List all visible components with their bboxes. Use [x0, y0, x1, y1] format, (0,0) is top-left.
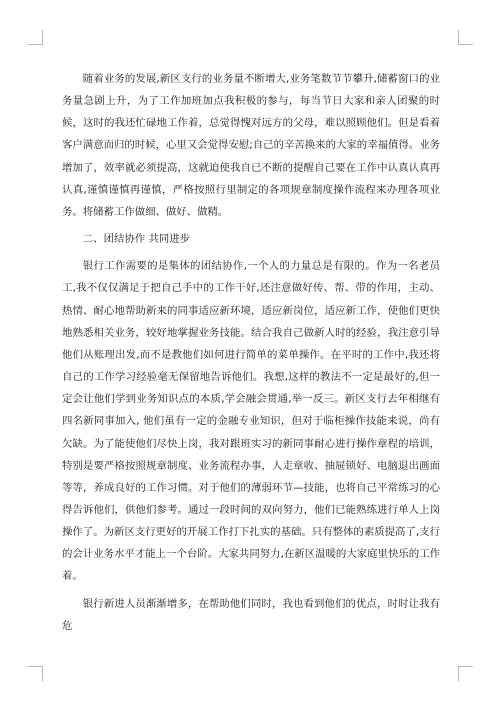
crop-mark-bottom-right — [458, 666, 473, 681]
paragraph-new-staff: 银行新进人员渐渐增多，在帮助他们同时，我也看到他们的优点，时时让我有危 — [62, 597, 440, 632]
section-heading-teamwork: 二、团结协作 共同进步 — [82, 233, 191, 246]
document-body — [62, 68, 440, 642]
crop-mark-top-right — [458, 30, 473, 45]
crop-mark-top-left — [28, 30, 43, 45]
paragraph-workload: 随着业务的发展,新区支行的业务量不断增大,业务笔数节节攀升,储蓄窗口的业务量急剧上升，为了工作加班加点我积极的参与，每当节日大家和亲人团聚的时候，这时的我还忙碌地工作着，总觉得愧对远方的父母，难以照顾他们。但是看着客户满意而归的时候，心里又会觉得安慰;自己的辛苦换来的大家的幸福值得。业务增加了，效率就必须提高，这就迫使我自已不断的提醒自己要在工作中认真认真再认真,谨慎谨慎再谨慎，严格按照行里制定的各项规章制度操作流程来办理各项业务。将储蓄工作做细、做好、做精。 — [62, 73, 440, 218]
crop-mark-bottom-left — [28, 666, 43, 681]
paragraph-teamwork: 银行工作需要的是集体的团结协作,一个人的力量总是有限的。作为一名老员工,我不仅仅满足于把自己手中的工作干好,还注意做好传、帮、带的作用，主动、热情、耐心地帮助新来的同事适应新环境，适应新岗位，适应新工作，使他们更快地熟悉相关业务，较好地掌握业务技能。结合我自己做新人时的经验，我注意引导他们从账理出发,而不是教他们如何进行简单的菜单操作。在平时的工作中,我还将自己的工作学习经验毫无保留地告诉他们。我想,这样的教法不一定是最好的,但一定会让他们学到业务知识点的本质,学会融会贯通,举一反三。新区支行去年相继有四名新同事加入, 他们虽有一定的金融专业知识，但对于临柜操作技能来说，尚有欠缺。为了能使他们尽快上岗，我对跟班实习的新同事耐心进行操作章程的培训，特别是要严格按照规章制度、业务流程办事，人走章收、抽屉锁好、电脑退出画面等等，养成良好的工作习惯。对于他们的薄弱环节—技能，也将自己平常练习的心得告诉他们，供他们参考。通过一段时间的双向努力，他们已能熟练进行单人上岗操作了。为新区支行更好的开展工作打下扎实的基础。只有整体的素质提高了,支行的会计业务水平才能上一个台阶。大家共同努力,在新区温暖的大家庭里快乐的工作着。 — [62, 260, 440, 583]
